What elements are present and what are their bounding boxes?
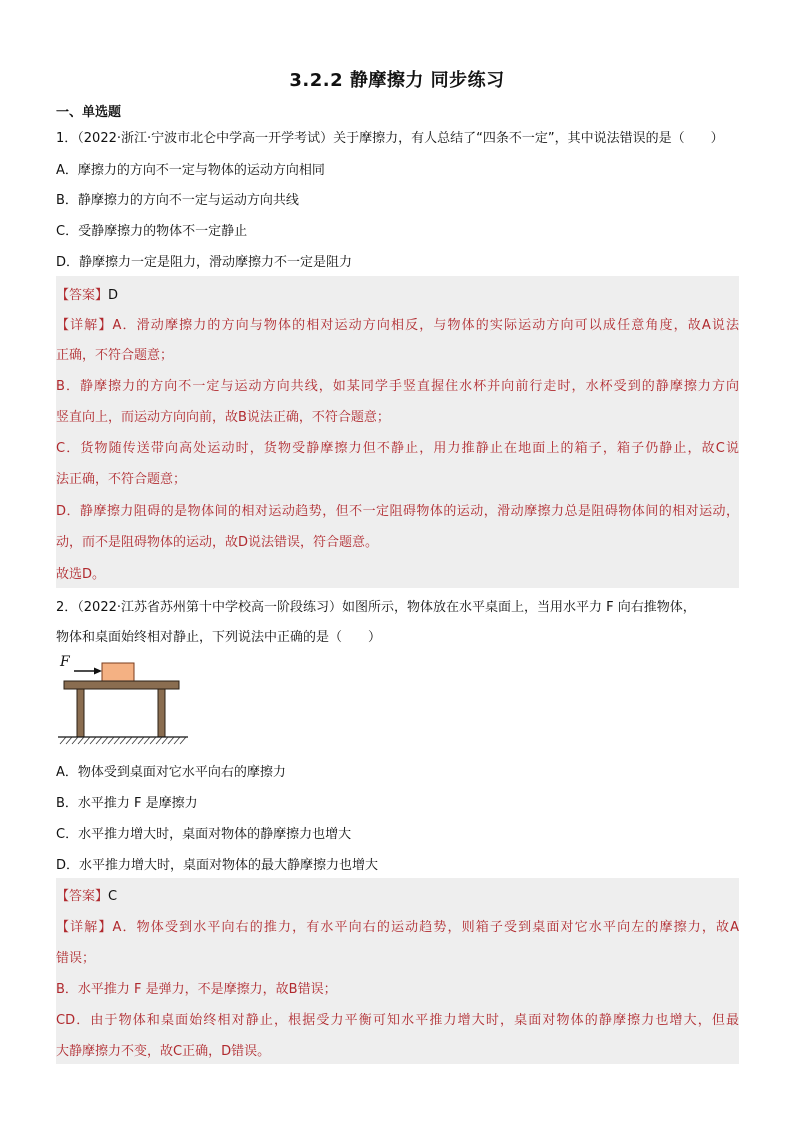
answer-label: 【答案】 [56, 889, 109, 904]
question-1-option-d: D．静摩擦力一定是阻力，滑动摩擦力不一定是阻力 [56, 255, 353, 270]
answer-value: C [108, 889, 118, 904]
question-2-detail-line-4: CD．由于物体和桌面始终相对静止，根据受力平衡可知水平推力增大时，桌面对物体的静摩擦力也增大，但最 [56, 1013, 739, 1028]
force-label: F [60, 654, 70, 670]
table-leg-right [158, 689, 165, 737]
question-1-conclusion: 故选D。 [56, 567, 106, 582]
page-title: 3.2.2 静摩擦力 同步练习 [289, 70, 505, 91]
question-2-option-b: B．水平推力 F 是摩擦力 [56, 796, 198, 811]
question-1-detail-line-6: 法正确，不符合题意； [56, 472, 187, 487]
question-1-detail-line-3: B．静摩擦力的方向不一定与运动方向共线，如某同学手竖直握住水杯并向前行走时，水杯受到的静摩擦力方向 [56, 379, 739, 394]
question-2-answer [56, 885, 117, 904]
question-1-detail-line-4: 竖直向上，而运动方向向前，故B说法正确，不符合题意； [56, 410, 390, 425]
question-1-detail-line-5: C．货物随传送带向高处运动时，货物受静摩擦力但不静止，用力推静止在地面上的箱子，箱子仍静止，故C说 [56, 441, 739, 456]
question-2-answer-block [56, 878, 739, 1064]
block-object [102, 663, 134, 681]
question-1-option-a: A．摩擦力的方向不一定与物体的运动方向相同 [56, 163, 325, 178]
answer-value: D [108, 288, 119, 303]
question-1-answer [56, 284, 118, 303]
question-2-option-d: D．水平推力增大时，桌面对物体的最大静摩擦力也增大 [56, 858, 379, 873]
question-1-answer-block [56, 276, 739, 588]
question-1-detail-line-2: 正确，不符合题意； [56, 348, 174, 363]
detail-label: 【详解】 [56, 318, 113, 333]
question-2-detail-line-3: B．水平推力 F 是弹力，不是摩擦力，故B错误； [56, 982, 337, 997]
detail-text: A．滑动摩擦力的方向与物体的相对运动方向相反，与物体的实际运动方向可以成任意角度，故A说法 [112, 318, 739, 333]
answer-label: 【答案】 [56, 288, 109, 303]
question-1-stem: 1．（2022·浙江·宁波市北仑中学高一开学考试）关于摩擦力，有人总结了“四条不一定”，其中说法错误的是（ ） [56, 131, 724, 146]
question-2-option-c: C．水平推力增大时，桌面对物体的静摩擦力也增大 [56, 827, 352, 842]
detail-text: A．物体受到水平向右的推力，有水平向右的运动趋势，则箱子受到桌面对它水平向左的摩擦力，故A [112, 920, 739, 935]
table-top [64, 681, 179, 689]
force-arrow-head [94, 668, 102, 675]
question-2-detail-line-1 [56, 916, 739, 935]
question-2-detail-line-2: 错误； [56, 951, 96, 966]
table-leg-left [77, 689, 84, 737]
ground-hatching [60, 737, 186, 744]
section-heading: 一、单选题 [56, 105, 122, 120]
question-1-detail-line-8: 动，而不是阻碍物体的运动，故D说法错误，符合题意。 [56, 535, 379, 550]
question-2-option-a: A．物体受到桌面对它水平向右的摩擦力 [56, 765, 286, 780]
question-2-stem-line-1: 2．（2022·江苏省苏州第十中学校高一阶段练习）如图所示，物体放在水平桌面上，当用水平力 F 向右推物体， [56, 600, 696, 615]
detail-label: 【详解】 [56, 920, 113, 935]
question-1-detail-line-1 [56, 314, 739, 333]
question-1-option-c: C．受静摩擦力的物体不一定静止 [56, 224, 248, 239]
table-force-figure [56, 650, 191, 750]
question-2-detail-line-5: 大静摩擦力不变，故C正确，D错误。 [56, 1044, 271, 1059]
question-2-stem-line-2: 物体和桌面始终相对静止，下列说法中正确的是（ ） [56, 630, 382, 645]
question-1-detail-line-7: D．静摩擦力阻碍的是物体间的相对运动趋势，但不一定阻碍物体的运动，滑动摩擦力总是阻碍物体间的相对运动， [56, 504, 739, 519]
question-1-option-b: B．静摩擦力的方向不一定与运动方向共线 [56, 193, 299, 208]
